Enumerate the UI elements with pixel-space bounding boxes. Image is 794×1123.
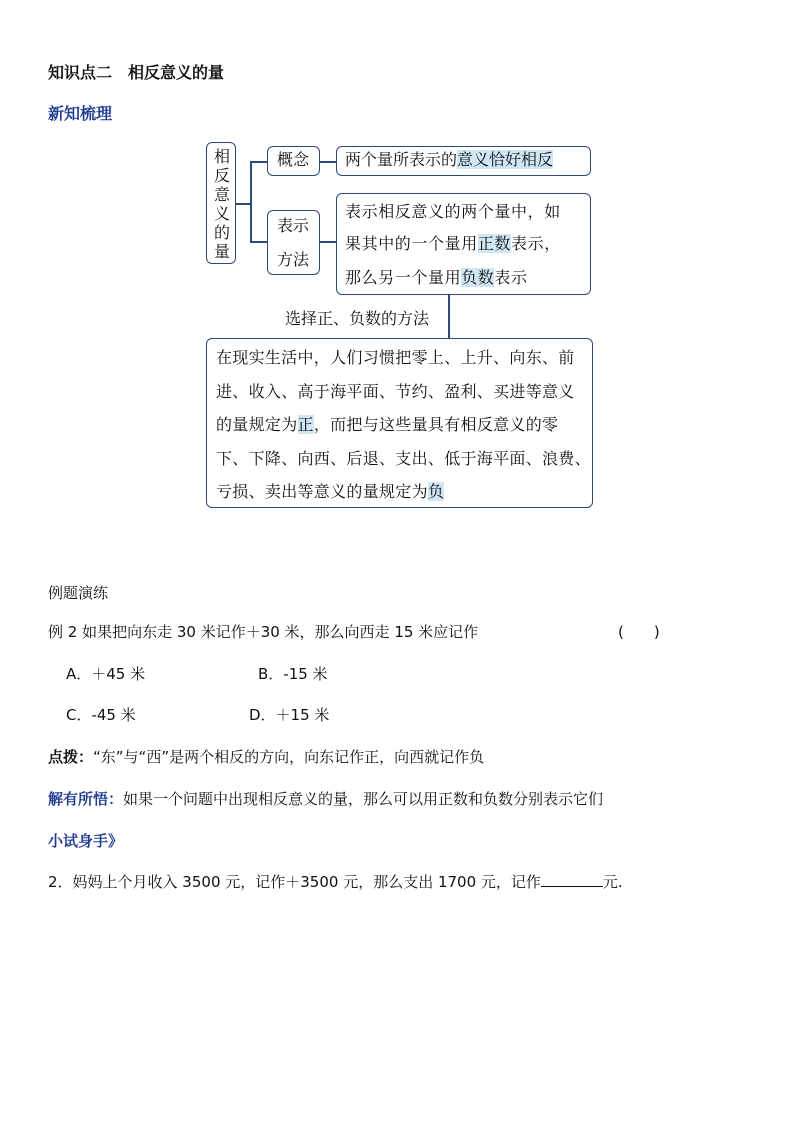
option-a: A．＋45 米 <box>66 665 146 683</box>
connector <box>250 161 252 242</box>
method-line-5: 亏损、卖出等意义的量规定为负 <box>216 482 445 501</box>
practice-question: 2．妈妈上个月收入 3500 元，记作＋3500 元，那么支出 1700 元，记作 元. <box>48 873 623 891</box>
tip-text: “东”与“西”是两个相反的方向，向东记作正，向西就记作负 <box>93 748 485 766</box>
section-title: 知识点二 相反意义的量 <box>48 63 225 82</box>
example-heading: 例题演练 <box>48 584 109 602</box>
connector <box>448 295 450 338</box>
tip-label: 点拨： <box>48 748 94 766</box>
option-d: D．＋15 米 <box>249 706 330 724</box>
answer-blank[interactable] <box>541 872 603 887</box>
concept-text: 两个量所表示的意义恰好相反 <box>345 150 554 169</box>
method-label: 选择正、负数的方法 <box>285 309 430 328</box>
method-line-3: 的量规定为正，而把与这些量具有相反意义的零 <box>216 415 559 434</box>
connector <box>250 161 268 163</box>
tip-line <box>48 746 484 767</box>
connector <box>320 161 336 163</box>
rep-line-1: 表示相反意义的两个量中，如 <box>345 202 561 221</box>
section-subheading: 新知梳理 <box>48 104 113 123</box>
rep-line-3: 那么另一个量用负数表示 <box>345 268 528 287</box>
method-line-1: 在现实生活中，人们习惯把零上、上升、向东、前 <box>216 348 575 367</box>
representation-label-2: 方法 <box>277 250 310 269</box>
connector <box>250 241 268 243</box>
answer-bracket: ( ) <box>618 623 660 641</box>
method-line-4: 下、下降、向西、后退、支出、低于海平面、浪费、 <box>216 449 591 468</box>
method-line-2: 进、收入、高于海平面、节约、盈利、买进等意义 <box>216 382 575 401</box>
representation-label-1: 表示 <box>277 216 310 235</box>
example-question: 例 2 如果把向东走 30 米记作＋30 米，那么向西走 15 米应记作 <box>48 623 479 641</box>
root-label: 相反意义的量 <box>214 146 231 261</box>
practice-title: 小试身手》 <box>48 832 124 850</box>
insight-line <box>48 788 603 809</box>
connector <box>320 241 336 243</box>
concept-label: 概念 <box>277 150 310 169</box>
insight-label: 解有所悟： <box>48 790 124 808</box>
insight-text: 如果一个问题中出现相反意义的量，那么可以用正数和负数分别表示它们 <box>123 790 604 808</box>
connector <box>236 203 250 205</box>
option-b: B．-15 米 <box>258 665 328 683</box>
rep-line-2: 果其中的一个量用正数表示， <box>345 234 561 253</box>
option-c: C．-45 米 <box>66 706 136 724</box>
